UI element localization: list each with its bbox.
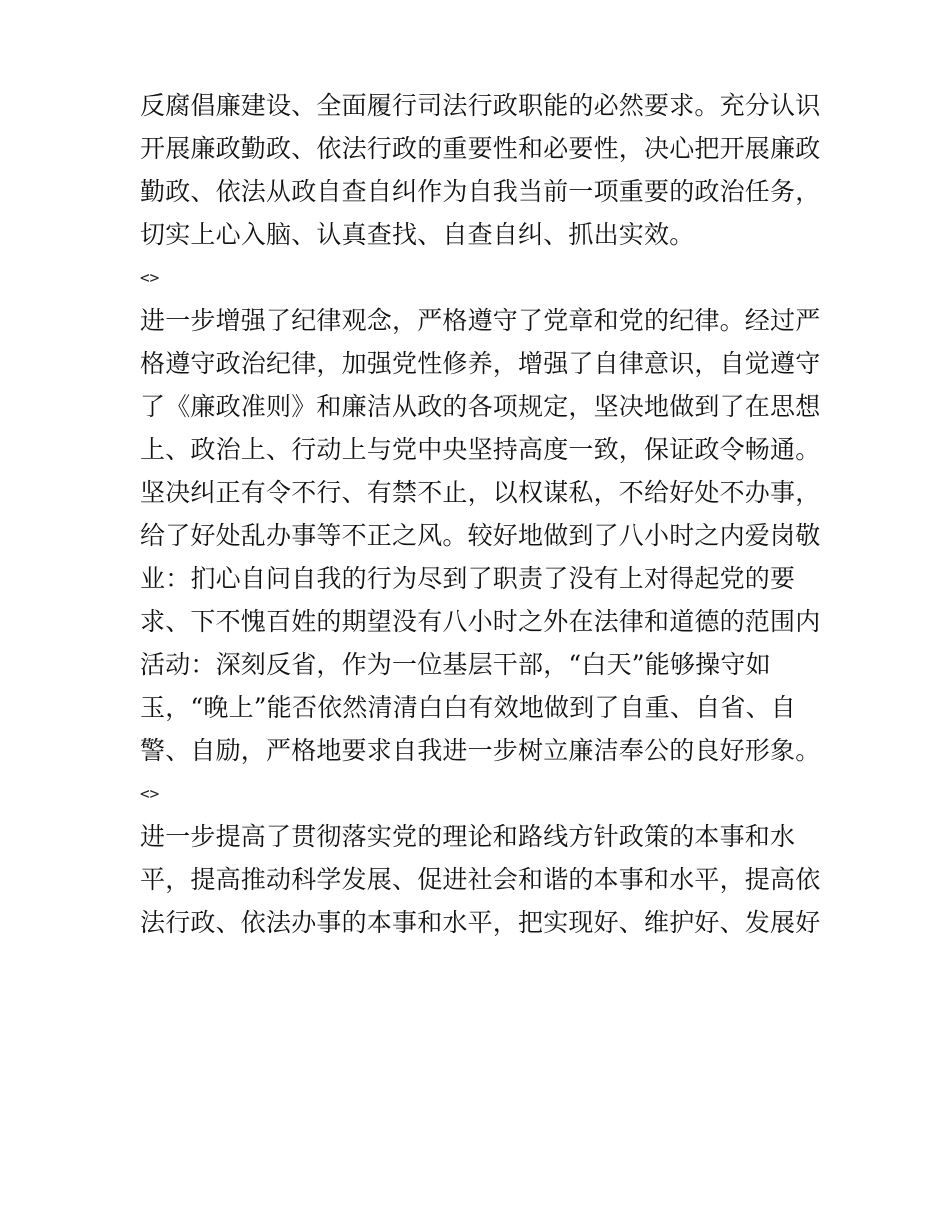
- text-line: 业：扪心自问自我的行为尽到了职责了没有上对得起党的要: [140, 564, 796, 593]
- text-line: 进一步提高了贯彻落实党的理论和路线方针政策的本事和水: [140, 822, 796, 851]
- text-line: 坚决纠正有令不行、有禁不止，以权谋私，不给好处不办事，: [140, 478, 821, 507]
- paragraph-2: [140, 299, 830, 772]
- text-line: 求、下不愧百姓的期望没有八小时之外在法律和道德的范围内: [140, 607, 821, 636]
- text-line: 给了好处乱办事等不正之风。较好地做到了八小时之内爱岗敬: [140, 521, 821, 550]
- paragraph-1: [140, 84, 830, 256]
- text-line: 开展廉政勤政、依法行政的重要性和必要性，决心把开展廉政: [140, 134, 821, 163]
- paragraph-separator: <>: [140, 268, 160, 287]
- paragraph-separator: <>: [140, 784, 160, 803]
- text-line: 警、自励，严格地要求自我进一步树立廉洁奉公的良好形象。: [140, 736, 821, 765]
- paragraph-3: [140, 815, 830, 944]
- text-line: 切实上心入脑、认真查找、自查自纠、抓出实效。: [140, 220, 695, 249]
- text-line: 法行政、依法办事的本事和水平，把实现好、维护好、发展好: [140, 908, 821, 937]
- text-line: 平，提高推动科学发展、促进社会和谐的本事和水平，提高依: [140, 865, 821, 894]
- text-line: 了《廉政准则》和廉洁从政的各项规定，坚决地做到了在思想: [140, 392, 821, 421]
- text-line: 玉，“晚上”能否依然清清白白有效地做到了自重、自省、自: [140, 693, 796, 722]
- text-line: 勤政、依法从政自查自纠作为自我当前一项重要的政治任务，: [140, 177, 821, 206]
- text-line: 反腐倡廉建设、全面履行司法行政职能的必然要求。充分认识: [140, 91, 821, 120]
- document-body: [140, 84, 830, 944]
- text-line: 上、政治上、行动上与党中央坚持高度一致，保证政令畅通。: [140, 435, 821, 464]
- text-line: 进一步增强了纪律观念，严格遵守了党章和党的纪律。经过严: [140, 306, 821, 335]
- text-line: 活动：深刻反省，作为一位基层干部，“白天”能够操守如: [140, 650, 771, 679]
- text-line: 格遵守政治纪律，加强党性修养，增强了自律意识，自觉遵守: [140, 349, 821, 378]
